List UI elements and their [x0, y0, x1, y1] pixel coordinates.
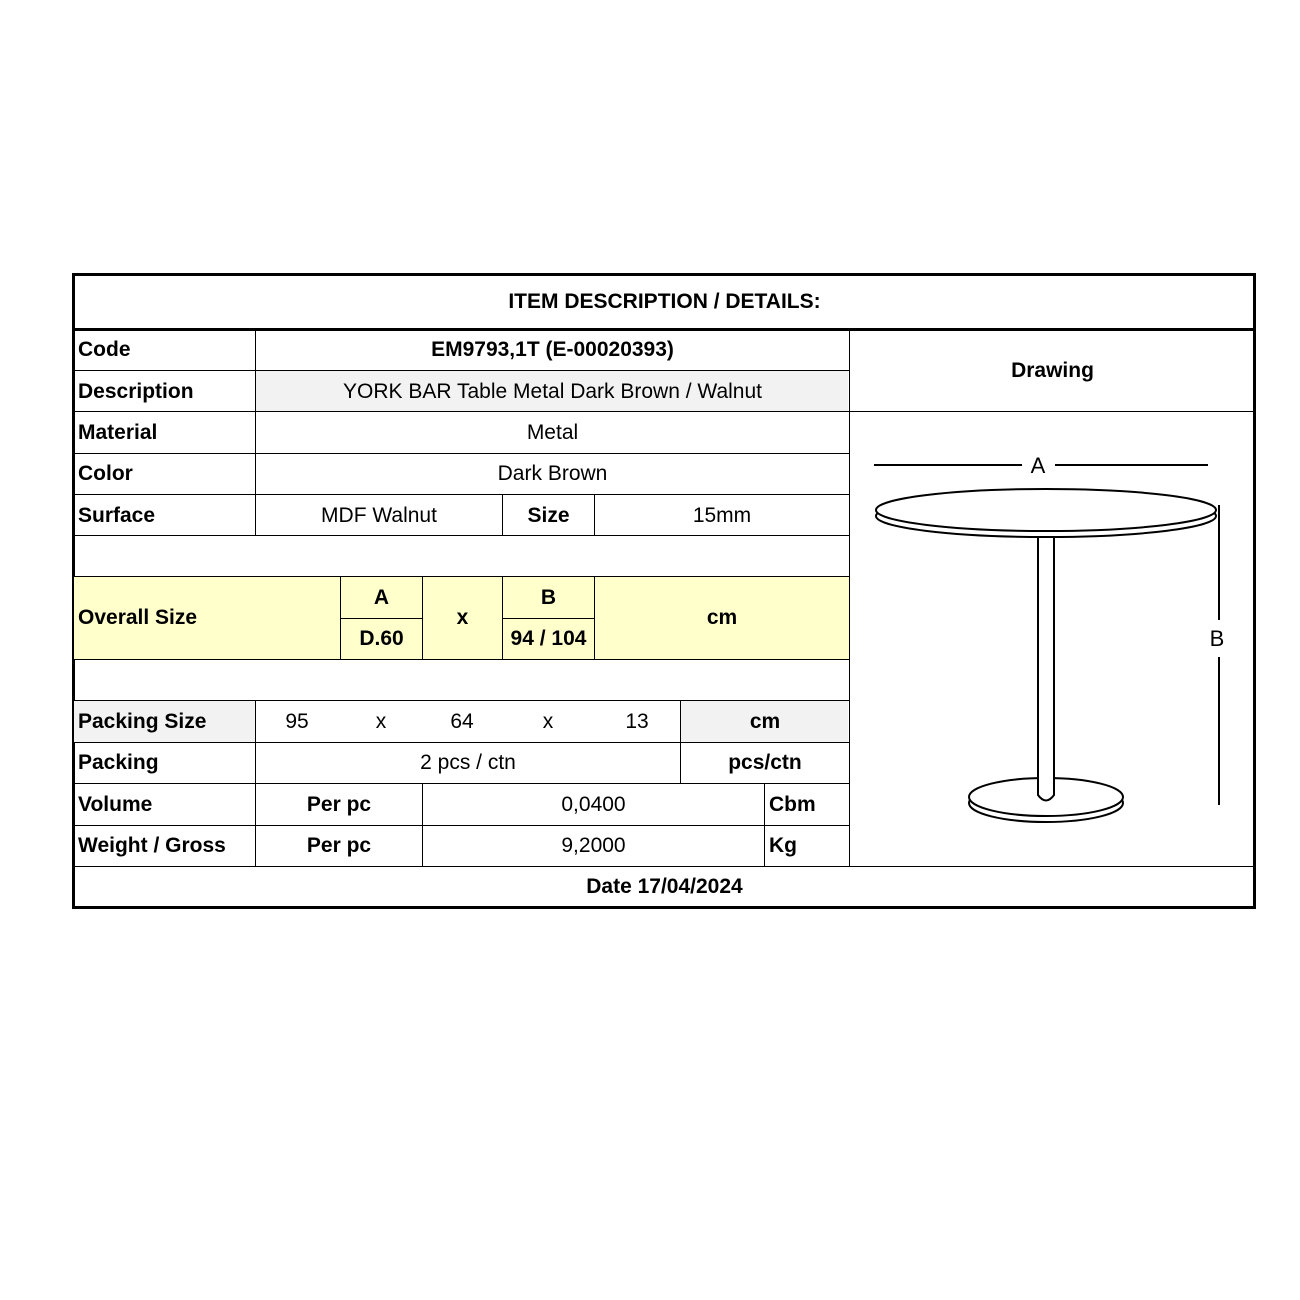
surface-value: MDF Walnut [321, 503, 437, 527]
weight-unit: Kg [769, 834, 797, 857]
packing-unit: pcs/ctn [728, 751, 802, 774]
description-label: Description [78, 379, 194, 403]
size-value: 15mm [692, 503, 752, 527]
page-title: ITEM DESCRIPTION / DETAILS: [508, 290, 821, 313]
code-label: Code [78, 338, 131, 361]
drawing-heading: Drawing [1011, 358, 1094, 382]
packing-size-sep2: x [542, 709, 554, 733]
color-value: Dark Brown [497, 462, 608, 485]
weight-label: Weight / Gross [78, 834, 226, 857]
volume-basis: Per pc [306, 792, 372, 816]
table-pole [1038, 538, 1054, 801]
weight-value: 9,2000 [561, 834, 626, 857]
packing-size-sep1: x [375, 709, 387, 733]
dimension-a-label: A [1030, 453, 1046, 478]
overall-size-label: Overall Size [78, 606, 198, 629]
weight-basis: Per pc [306, 834, 372, 857]
dimension-b-label: B [1209, 626, 1225, 651]
packing-size-height: 13 [625, 709, 649, 733]
volume-label: Volume [78, 792, 153, 816]
overall-a-value: D.60 [359, 627, 404, 650]
overall-separator: x [456, 606, 469, 629]
volume-unit: Cbm [769, 792, 816, 816]
packing-label: Packing [78, 751, 159, 774]
description-value: YORK BAR Table Metal Dark Brown / Walnut [343, 379, 762, 403]
packing-size-length: 95 [285, 709, 309, 733]
code-value: EM9793,1T (E-00020393) [431, 338, 674, 361]
overall-a-label: A [373, 585, 390, 609]
material-value: Metal [526, 420, 579, 444]
packing-size-width: 64 [450, 709, 474, 733]
packing-value: 2 pcs / ctn [420, 751, 516, 774]
overall-b-value: 94 / 104 [510, 627, 587, 650]
size-label: Size [527, 503, 570, 527]
material-label: Material [78, 420, 158, 444]
overall-unit: cm [706, 606, 738, 629]
color-label: Color [78, 462, 133, 485]
footer-date: Date 17/04/2024 [586, 875, 743, 898]
packing-size-unit: cm [749, 709, 781, 733]
tabletop-surface [876, 489, 1216, 531]
packing-size-label: Packing Size [78, 709, 207, 733]
overall-b-label: B [540, 585, 557, 609]
surface-label: Surface [78, 503, 156, 527]
volume-value: 0,0400 [561, 792, 626, 816]
